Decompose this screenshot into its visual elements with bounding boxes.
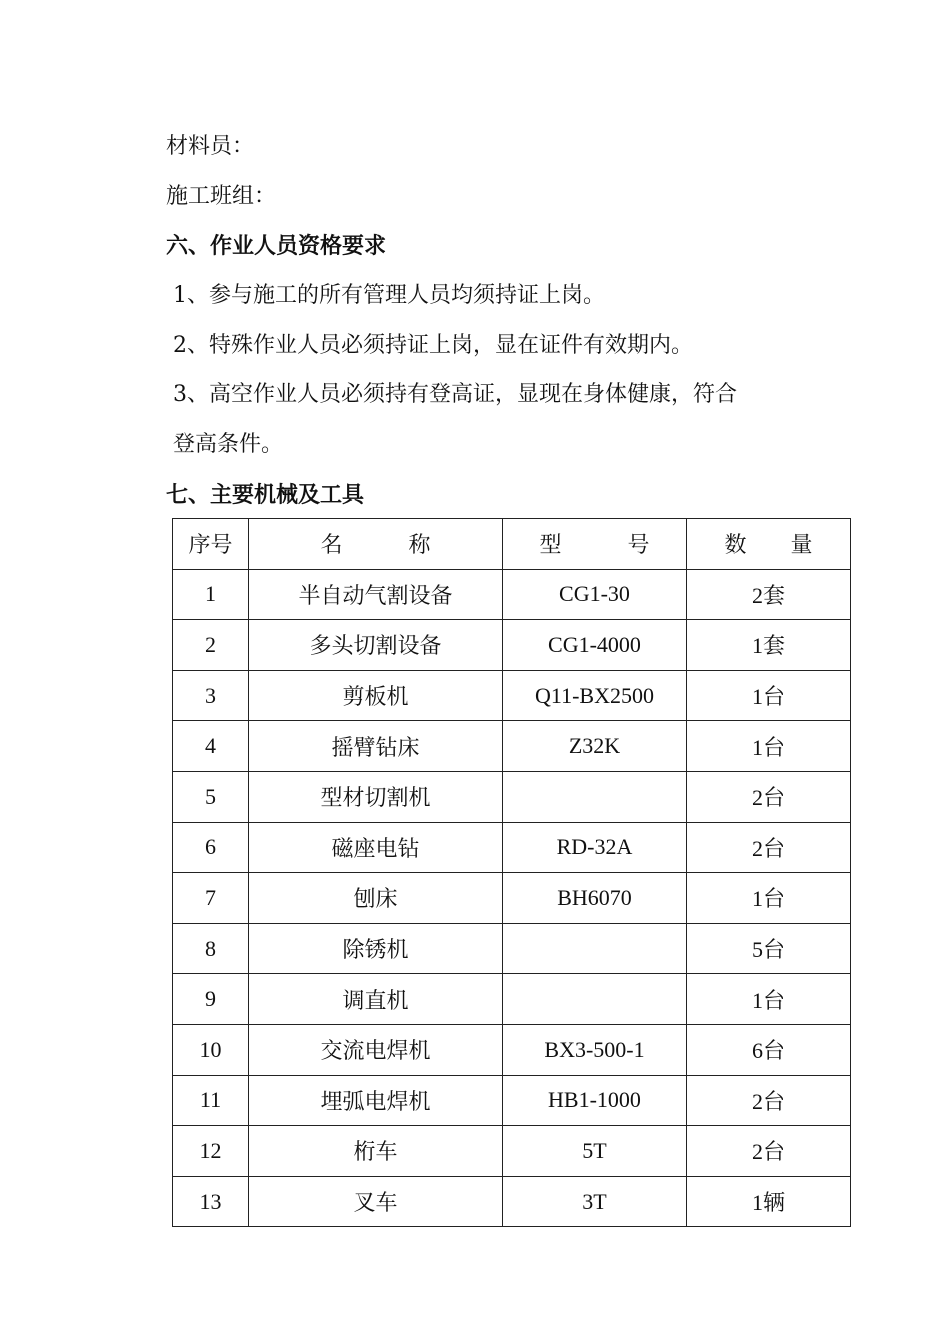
- cell-qty: 2台: [687, 771, 851, 822]
- cell-model: CG1-30: [503, 569, 687, 620]
- cell-qty: 2台: [687, 1075, 851, 1126]
- table-row: [173, 1075, 851, 1126]
- material-staff-label: 材料员：: [166, 134, 255, 159]
- cell-qty: 2台: [687, 822, 851, 873]
- table-row: [173, 670, 851, 721]
- cell-qty: 2套: [687, 569, 851, 620]
- cell-name: 磁座电钻: [249, 822, 503, 873]
- section6-title: 六、作业人员资格要求: [166, 233, 387, 259]
- cell-name: 桁车: [249, 1126, 503, 1177]
- table-row: [173, 1126, 851, 1177]
- table-row: [173, 923, 851, 974]
- cell-no: 12: [173, 1126, 249, 1177]
- table-row: [173, 771, 851, 822]
- cell-name: 调直机: [249, 974, 503, 1025]
- cell-no: 5: [173, 771, 249, 822]
- cell-no: 9: [173, 974, 249, 1025]
- header-qty: 数 量: [687, 519, 851, 570]
- cell-no: 6: [173, 822, 249, 873]
- cell-model: 5T: [503, 1126, 687, 1177]
- table-row: [173, 1024, 851, 1075]
- cell-name: 叉车: [249, 1176, 503, 1227]
- cell-name: 埋弧电焊机: [249, 1075, 503, 1126]
- table-row: [173, 569, 851, 620]
- cell-name: 多头切割设备: [249, 620, 503, 671]
- requirement-3-line1: 3、高空作业人员必须持有登高证，显现在身体健康，符合: [173, 382, 737, 407]
- cell-model: 3T: [503, 1176, 687, 1227]
- cell-qty: 6台: [687, 1024, 851, 1075]
- cell-qty: 1辆: [687, 1176, 851, 1227]
- cell-no: 2: [173, 620, 249, 671]
- cell-no: 3: [173, 670, 249, 721]
- cell-qty: 1台: [687, 670, 851, 721]
- requirement-3-line2: 登高条件。: [173, 432, 284, 457]
- table-body: [173, 569, 851, 1227]
- cell-model: [503, 771, 687, 822]
- cell-no: 4: [173, 721, 249, 772]
- cell-qty: 1台: [687, 721, 851, 772]
- cell-no: 10: [173, 1024, 249, 1075]
- table-row: [173, 620, 851, 671]
- cell-no: 13: [173, 1176, 249, 1227]
- cell-name: 半自动气割设备: [249, 569, 503, 620]
- cell-name: 刨床: [249, 873, 503, 924]
- header-name: 名 称: [249, 519, 503, 570]
- construction-team-label: 施工班组：: [166, 184, 277, 209]
- cell-name: 型材切割机: [249, 771, 503, 822]
- cell-no: 1: [173, 569, 249, 620]
- cell-qty: 2台: [687, 1126, 851, 1177]
- table-row: [173, 873, 851, 924]
- cell-model: BX3-500-1: [503, 1024, 687, 1075]
- requirement-1: 1、参与施工的所有管理人员均须持证上岗。: [173, 283, 605, 308]
- section7-title: 七、主要机械及工具: [166, 482, 365, 508]
- cell-no: 7: [173, 873, 249, 924]
- cell-name: 剪板机: [249, 670, 503, 721]
- cell-model: CG1-4000: [503, 620, 687, 671]
- header-model: 型 号: [503, 519, 687, 570]
- cell-model: [503, 974, 687, 1025]
- table-row: [173, 974, 851, 1025]
- cell-name: 除锈机: [249, 923, 503, 974]
- cell-name: 交流电焊机: [249, 1024, 503, 1075]
- table-row: [173, 1176, 851, 1227]
- cell-qty: 1台: [687, 974, 851, 1025]
- cell-model: Q11-BX2500: [503, 670, 687, 721]
- cell-qty: 1台: [687, 873, 851, 924]
- equipment-table: [172, 518, 851, 1227]
- cell-model: HB1-1000: [503, 1075, 687, 1126]
- cell-qty: 1套: [687, 620, 851, 671]
- requirement-2: 2、特殊作业人员必须持证上岗，显在证件有效期内。: [173, 333, 693, 358]
- table-row: [173, 721, 851, 772]
- cell-name: 摇臂钻床: [249, 721, 503, 772]
- header-no: 序号: [173, 519, 249, 570]
- table-row: [173, 822, 851, 873]
- cell-qty: 5台: [687, 923, 851, 974]
- cell-no: 8: [173, 923, 249, 974]
- cell-no: 11: [173, 1075, 249, 1126]
- cell-model: BH6070: [503, 873, 687, 924]
- cell-model: Z32K: [503, 721, 687, 772]
- cell-model: RD-32A: [503, 822, 687, 873]
- table-header-row: [173, 519, 851, 570]
- cell-model: [503, 923, 687, 974]
